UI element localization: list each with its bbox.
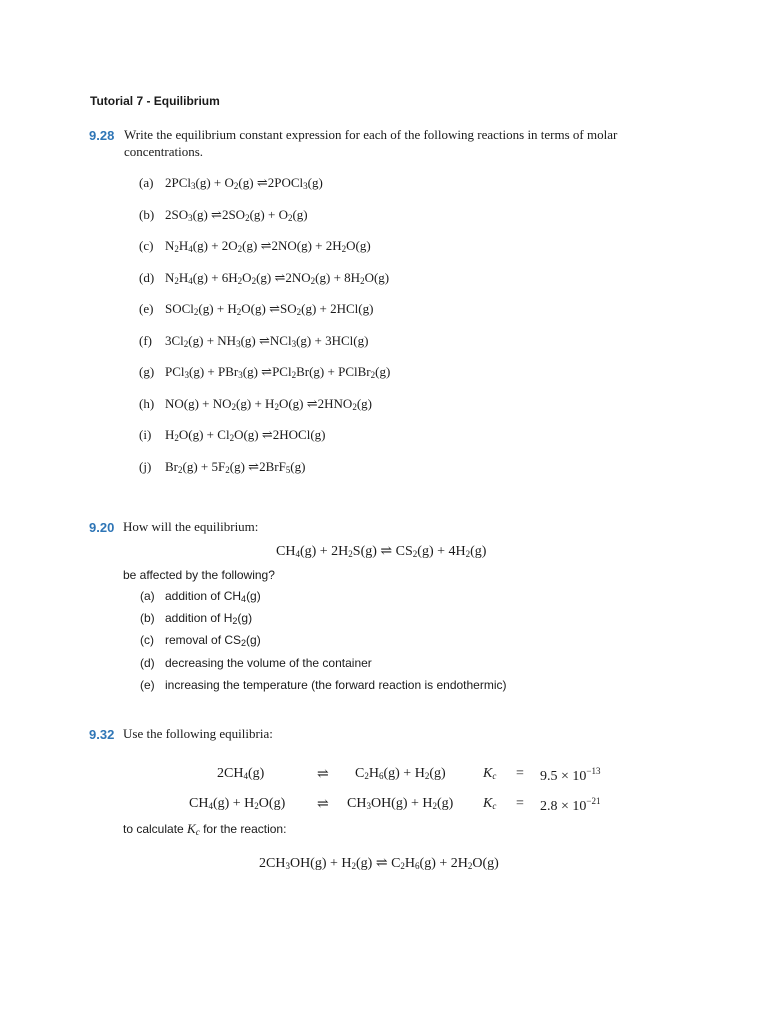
reaction-item <box>139 238 371 254</box>
condition-text: decreasing the volume of the container <box>165 655 372 670</box>
products: $2NO_2(g) + 8H_2O(g)$ <box>285 269 390 286</box>
item-label: (j) <box>139 458 152 474</box>
equilibrium-2-kc-label: $K_c$ <box>483 796 497 811</box>
products: PCl$_2$Br(g) + PClBr$_2$(g) <box>272 364 391 380</box>
condition-item <box>140 656 372 670</box>
question-prompt-9-20: How will the equilibrium: <box>123 519 259 534</box>
question-number-9-20: 9.20 <box>89 520 115 535</box>
reaction-item <box>139 207 308 223</box>
reaction-item <box>139 301 373 317</box>
equilibrium-1-arrow: ⇌ <box>317 767 329 782</box>
item-label: (c) <box>139 238 154 253</box>
equilibrium-1-kc-value: $9.5 \times 10^{-13}$ <box>540 766 601 784</box>
equilibrium-2-left: $CH_4(g) + H_2O(g)$ <box>189 796 286 811</box>
reactants: PCl$_3$(g) + PBr$_3$(g) <box>165 364 258 380</box>
equilibrium-arrow: ⇌ <box>260 238 272 253</box>
reaction-item <box>139 270 389 286</box>
reactants: $2PCl_3(g) + O_2(g)$ <box>165 175 254 191</box>
item-label: (b) <box>139 206 155 222</box>
equilibrium-arrow: ⇌ <box>259 332 270 348</box>
condition-item <box>140 611 252 626</box>
condition-item <box>140 678 507 692</box>
reactants: $3Cl_2(g) + NH_3(g)$ <box>165 332 256 349</box>
reactants: SOCl$_2$(g) + $H_2O(g)$ <box>165 301 266 317</box>
reaction-item <box>139 333 368 349</box>
products: 2BrF$_5$(g) <box>259 458 306 475</box>
item-label: (g) <box>139 364 155 379</box>
equilibrium-arrow: ⇌ <box>306 395 318 411</box>
equilibrium-arrow: ⇌ <box>269 301 280 316</box>
page-title: Tutorial 7 - Equilibrium <box>90 94 220 108</box>
item-label: (i) <box>139 427 152 442</box>
item-label: (b) <box>140 611 155 626</box>
condition-text: removal of $CS_2(g)$ <box>165 633 261 649</box>
lead-text-9-20: be affected by the following? <box>123 568 275 582</box>
condition-text: addition of $CH_4(g)$ <box>165 589 261 604</box>
equilibrium-arrow: ⇌ <box>261 364 273 379</box>
products: NCl$_3$(g) + 3HCl(g) <box>269 332 369 349</box>
equilibrium-1-left: $2CH_4(g)$ <box>217 766 265 781</box>
reaction-item <box>139 175 323 191</box>
question-prompt-9-28-line-1: Write the equilibrium constant expression for each of the following reactions in terms of molar <box>124 127 618 142</box>
equilibrium-arrow: ⇌ <box>248 458 260 474</box>
item-label: (d) <box>140 655 155 670</box>
products: $2NO(g) + 2H_2O(g)$ <box>271 238 371 254</box>
equilibrium-1-kc-label: $K_c$ <box>483 766 497 781</box>
target-reaction-9-32: $2CH_3OH(g) + H_2(g)$ ⇌ $C_2H_6(g) + 2H_2O(g)$ <box>259 856 499 871</box>
condition-text: increasing the temperature (the forward reaction is endothermic) <box>165 677 507 692</box>
reactants: $NO(g) + NO_2(g) + H_2O(g)$ <box>165 395 304 412</box>
item-label: (c) <box>140 633 154 648</box>
reaction-item <box>139 364 390 380</box>
reaction-item <box>139 427 325 443</box>
reactants: $2SO_3(g)$ <box>165 206 208 223</box>
item-label: (f) <box>139 332 152 348</box>
question-prompt-9-28-line-2: concentrations. <box>124 144 204 159</box>
equilibrium-2-right: $CH_3OH(g) + H_2(g)$ <box>347 796 454 811</box>
equilibrium-1-right: $C_2H_6(g) + H_2(g)$ <box>355 766 446 781</box>
equilibrium-2-equals: = <box>516 796 524 811</box>
condition-text: addition of $H_2(g)$ <box>165 611 253 627</box>
item-label: (h) <box>139 395 155 411</box>
equilibrium-arrow: ⇌ <box>274 269 286 285</box>
reactants: $Br_2(g) + 5F_2(g)$ <box>165 458 245 475</box>
products: 2HOCl(g) <box>272 427 326 442</box>
equilibrium-arrow: ⇌ <box>380 544 393 559</box>
products: $2SO_2(g) + O_2(g)$ <box>221 206 308 223</box>
products: $SO_2(g) + 2HCl(g)$ <box>280 301 374 317</box>
question-number-9-28: 9.28 <box>89 128 115 143</box>
item-label: (a) <box>139 175 154 190</box>
equation-products: $CS_2(g) + 4H_2(g)$ <box>395 544 487 559</box>
lead-text-9-32: to calculate $K_c$ for the reaction: <box>123 821 287 837</box>
products: 2POCl$_3$(g) <box>267 175 323 191</box>
equilibrium-2-arrow: ⇌ <box>317 797 329 812</box>
item-label: (d) <box>139 269 155 285</box>
equilibrium-arrow: ⇌ <box>261 427 273 442</box>
question-number-9-32: 9.32 <box>89 727 115 742</box>
reaction-item <box>139 459 305 475</box>
reactants: $H_2O(g) + Cl_2O(g)$ <box>165 427 259 443</box>
equation-reactants: $CH_4(g) + 2H_2S(g)$ <box>276 544 377 559</box>
equilibrium-2-kc-value: $2.8 \times 10^{-21}$ <box>540 796 601 814</box>
equilibrium-arrow: ⇌ <box>256 175 268 190</box>
equilibrium-1-equals: = <box>516 766 524 781</box>
condition-item <box>140 589 261 604</box>
condition-item <box>140 633 261 648</box>
equilibrium-equation-9-20 <box>276 543 486 560</box>
question-prompt-9-32: Use the following equilibria: <box>123 726 273 741</box>
item-label: (a) <box>140 589 155 603</box>
item-label: (e) <box>139 301 154 316</box>
reactants: $N_2H_4(g) + 6H_2O_2(g)$ <box>165 269 272 286</box>
reaction-item <box>139 396 372 412</box>
products: $2HNO_2(g)$ <box>317 395 372 412</box>
item-label: (e) <box>140 677 155 692</box>
equilibrium-arrow: ⇌ <box>211 206 222 222</box>
reactants: $N_2H_4(g) + 2O_2(g)$ <box>165 238 258 254</box>
